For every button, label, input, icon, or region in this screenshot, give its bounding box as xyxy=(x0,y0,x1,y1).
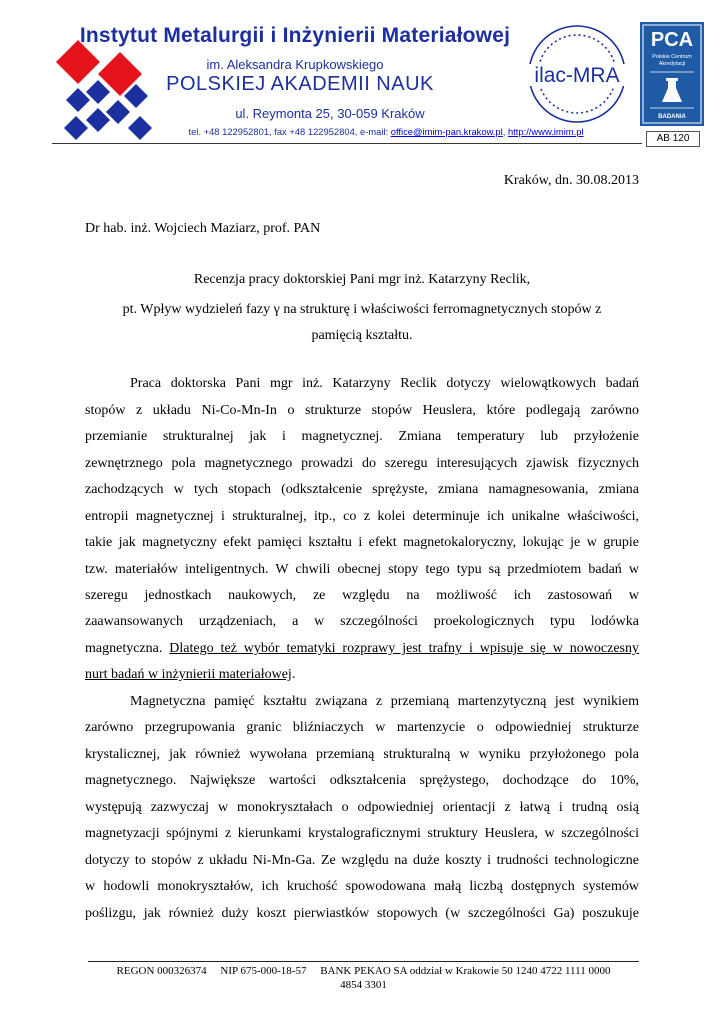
paragraph-line: zaawansowanych urządzeniach, a w szczególności proekologicznych typu lodówka xyxy=(85,614,639,629)
review-title: Recenzja pracy doktorskiej Pani mgr inż. Katarzyny Reclik, xyxy=(193,272,531,287)
institute-address: ul. Reymonta 25, 30-059 Kraków xyxy=(235,106,425,121)
underlined-conclusion-end: nurt badań w inżynierii materiałowej xyxy=(85,667,292,682)
paragraph-line: Praca doktorska Pani mgr inż. Katarzyny Reclik dotyczy wielowątkowych badań xyxy=(130,376,639,391)
paragraph-text: magnetyczna. xyxy=(85,641,170,656)
pca-subtitle-1: Polskie Centrum xyxy=(652,54,692,60)
paragraph-line: takie jak magnetyczny efekt pamięci kształtu i efekt magnetokaloryczny, lokując je w grupie xyxy=(85,535,639,550)
institute-name: Instytut Metalurgii i Inżynierii Materiałowej xyxy=(79,24,511,47)
contact-separator: , xyxy=(502,126,508,137)
paragraph-line: tzw. materiałów inteligentnych. W chwili obecnej stopy tego typu są przedmiotem badań w xyxy=(85,562,639,577)
footer-bank-continuation: 4854 3301 xyxy=(340,979,387,991)
header-divider xyxy=(52,143,642,144)
letter-recipient: Dr hab. inż. Wojciech Maziarz, prof. PAN xyxy=(85,221,321,236)
paragraph-line: magnetycznego. Największe wartości odkształcenia sprężystego, dochodzące do 10%, xyxy=(85,773,639,788)
ilac-logo-text: ilac-MRA xyxy=(534,64,620,87)
paragraph-line: magnetyzacji spójnymi z kierunkami krystalograficznymi struktury Heuslera, w szczególności xyxy=(85,826,639,841)
paragraph-line: występują zazwyczaj w monokryształach o odpowiedniej orientacji z łatwą i trudną osią xyxy=(85,800,639,815)
institute-contact xyxy=(136,126,636,137)
paragraph-line: przemianie strukturalnej jak i magnetycznej. Zmiana temperatury lub przyłożenie xyxy=(85,429,639,444)
pca-subtitle-2: Akredytacji xyxy=(658,61,686,67)
accreditation-number: AB 120 xyxy=(646,131,700,147)
paragraph-text: . xyxy=(291,667,296,682)
paragraph-line: w hodowli monokryształów, ich kruchość spowodowana małą liczbą dostępnych systemów xyxy=(85,879,639,894)
letter-date: Kraków, dn. 30.08.2013 xyxy=(503,173,639,188)
website-link[interactable]: http://www.imim.pl xyxy=(507,126,584,137)
paragraph-line xyxy=(85,641,639,657)
footer-divider xyxy=(88,961,639,962)
paragraph-line: zachodzących w tych stopach (odkształcenie sprężyste, zmiana namagnesowania, zmiana xyxy=(85,482,639,497)
footer xyxy=(88,964,639,992)
paragraph-line: zarówno przegrupowania granic bliźniaczych w martenzycie o odpowiedniej strukturze xyxy=(85,720,639,735)
paragraph-line: szeregu jednostkach naukowych, ze względu na możliwość ich zastosowań w xyxy=(85,588,639,603)
paragraph-line: dotyczy to stopów z układu Ni-Mn-Ga. Ze względu na duże koszty i trudności technologiczne xyxy=(85,853,639,868)
paragraph-line: poślizgu, jak również duży koszt pierwiastków stopowych (w szczególności Ga) poszukuje xyxy=(85,906,639,921)
ilac-mra-logo xyxy=(520,22,634,126)
paragraph-line xyxy=(85,667,639,683)
footer-registration-line: REGON 000326374 NIP 675-000-18-57 BANK PEKAO SA oddział w Krakowie 50 1240 4722 1111 0000 xyxy=(116,965,611,977)
pca-logo-text: PCA xyxy=(650,29,694,51)
paragraph-line: entropii magnetycznej i strukturalnej, itp., co z kolei determinuje ich unikalne właściwości, xyxy=(85,509,639,524)
paragraph-line: krystalicznej, jak również wywołana przemianą strukturalną w wyniku przyłożonego pola xyxy=(85,747,639,762)
paragraph-line: Magnetyczna pamięć kształtu związana z przemianą martenzytyczną jest wynikiem xyxy=(130,694,639,709)
institute-patron: im. Aleksandra Krupkowskiego xyxy=(206,57,384,72)
paragraph-line: zewnętrznego pola magnetycznego prowadzi do szeregu interesujących zjawisk fizycznych xyxy=(85,456,639,471)
pca-badge-text: BADANIA xyxy=(658,114,686,120)
contact-phone-fax: tel. +48 122952801, fax +48 122952804, e-mail: xyxy=(188,126,391,137)
review-subject: pt. Wpływ wydzieleń fazy γ na strukturę i właściwości ferromagnetycznych stopów z xyxy=(122,302,602,317)
institute-logo xyxy=(56,40,154,140)
underlined-conclusion: Dlatego też wybór tematyki rozprawy jest trafny i wpisuje się w nowoczesny xyxy=(169,641,639,656)
academy-name: POLSKIEJ AKADEMII NAUK xyxy=(166,73,434,95)
email-link[interactable]: office@imim-pan.krakow.pl xyxy=(390,126,503,137)
paragraph-line: stopów z układu Ni-Co-Mn-In o strukturze stopów Heuslera, które podlegają zarówno xyxy=(85,403,639,418)
review-subject-continuation: pamięcią kształtu. xyxy=(311,328,413,343)
pca-logo xyxy=(640,22,704,126)
